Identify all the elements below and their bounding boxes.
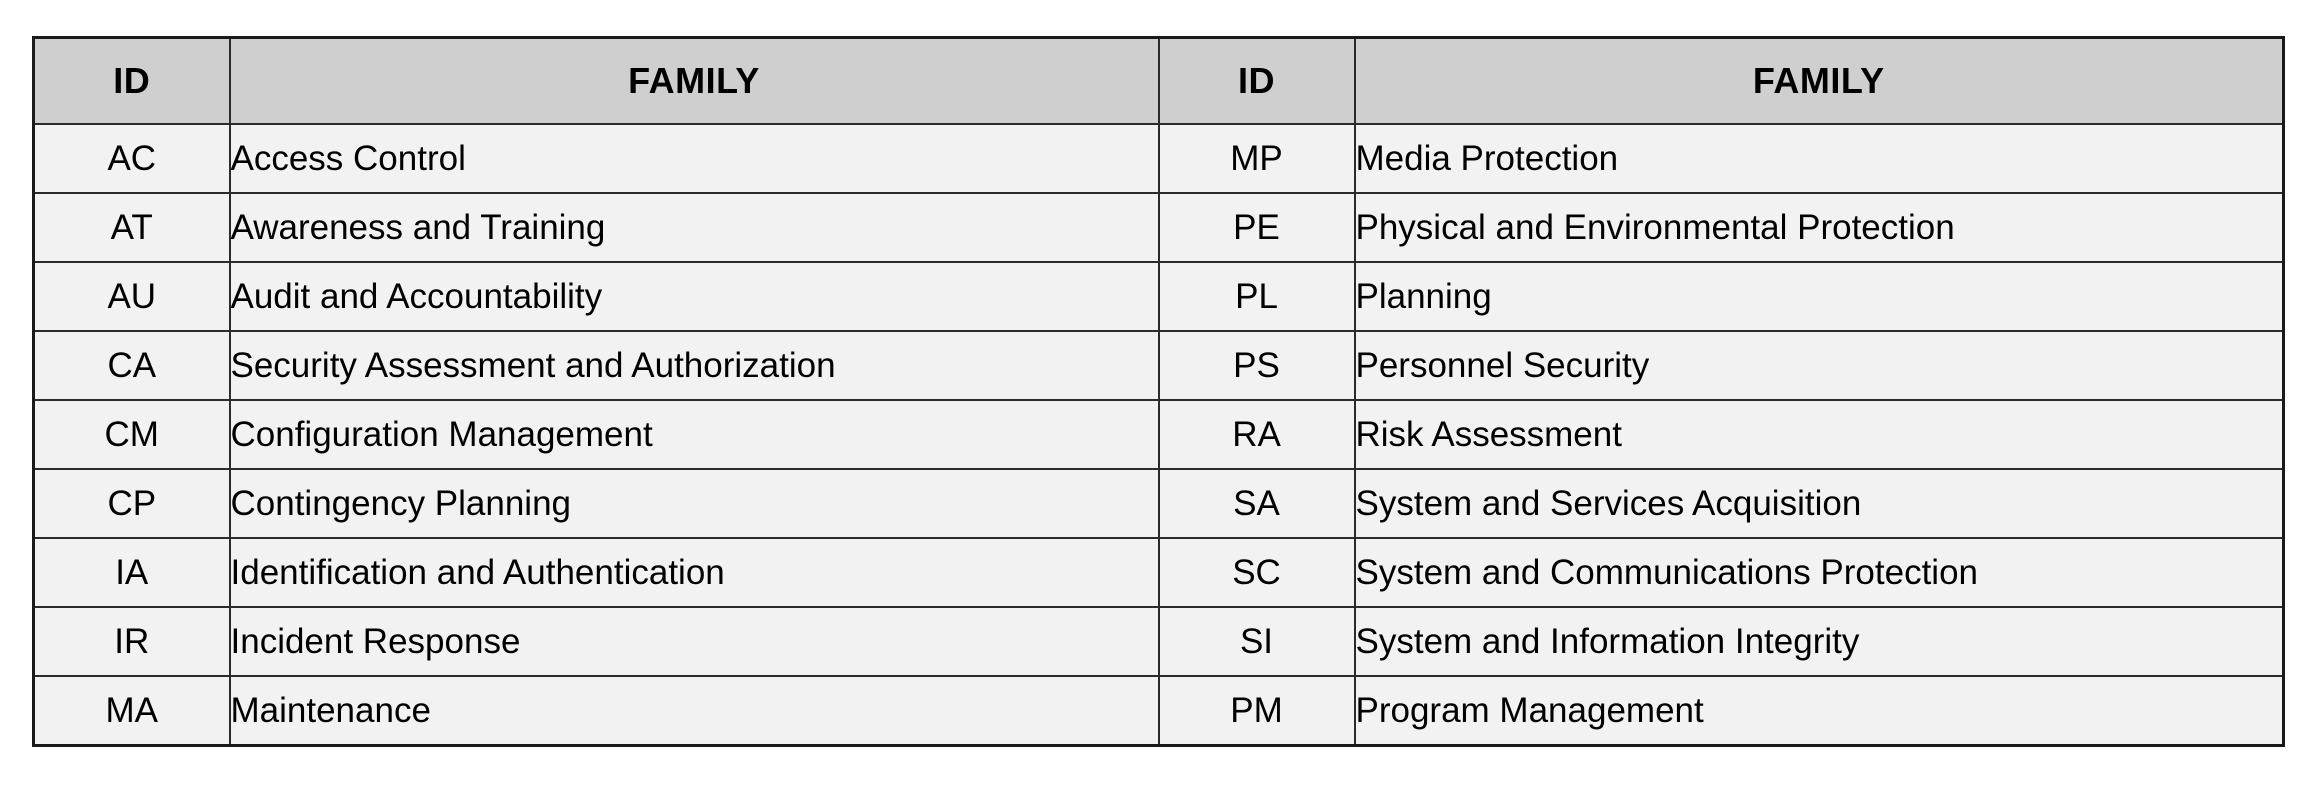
cell-id-left: IA: [34, 538, 230, 607]
table-row: [34, 262, 2284, 331]
cell-family-right: Program Management: [1355, 676, 2284, 746]
table-row: [34, 538, 2284, 607]
cell-id-left: AU: [34, 262, 230, 331]
table-row: [34, 400, 2284, 469]
table-row: [34, 124, 2284, 193]
column-header-id-left: ID: [34, 38, 230, 125]
cell-id-left: CA: [34, 331, 230, 400]
cell-id-right: RA: [1159, 400, 1355, 469]
cell-family-right: Media Protection: [1355, 124, 2284, 193]
table-row: [34, 676, 2284, 746]
table-header: [34, 38, 2284, 125]
cell-family-right: Physical and Environmental Protection: [1355, 193, 2284, 262]
cell-family-left: Access Control: [230, 124, 1159, 193]
cell-id-right: PS: [1159, 331, 1355, 400]
cell-id-right: PL: [1159, 262, 1355, 331]
cell-id-left: AC: [34, 124, 230, 193]
cell-family-right: System and Information Integrity: [1355, 607, 2284, 676]
cell-family-left: Contingency Planning: [230, 469, 1159, 538]
cell-family-left: Security Assessment and Authorization: [230, 331, 1159, 400]
cell-id-right: SI: [1159, 607, 1355, 676]
cell-family-right: Personnel Security: [1355, 331, 2284, 400]
table-row: [34, 331, 2284, 400]
table-header-row: [34, 38, 2284, 125]
column-header-id-right: ID: [1159, 38, 1355, 125]
cell-id-right: SC: [1159, 538, 1355, 607]
cell-id-left: IR: [34, 607, 230, 676]
cell-family-left: Configuration Management: [230, 400, 1159, 469]
cell-id-right: PM: [1159, 676, 1355, 746]
cell-id-right: PE: [1159, 193, 1355, 262]
security-control-families-table: [32, 36, 2285, 747]
cell-family-right: System and Services Acquisition: [1355, 469, 2284, 538]
table-row: [34, 607, 2284, 676]
cell-family-left: Audit and Accountability: [230, 262, 1159, 331]
cell-family-left: Identification and Authentication: [230, 538, 1159, 607]
cell-family-right: System and Communications Protection: [1355, 538, 2284, 607]
table-row: [34, 469, 2284, 538]
cell-id-right: MP: [1159, 124, 1355, 193]
table-body: [34, 124, 2284, 746]
cell-family-left: Awareness and Training: [230, 193, 1159, 262]
security-control-families-table-wrapper: [32, 36, 2282, 747]
cell-id-left: MA: [34, 676, 230, 746]
table-row: [34, 193, 2284, 262]
cell-id-left: CM: [34, 400, 230, 469]
column-header-family-right: FAMILY: [1355, 38, 2284, 125]
cell-id-left: CP: [34, 469, 230, 538]
cell-family-left: Maintenance: [230, 676, 1159, 746]
cell-family-left: Incident Response: [230, 607, 1159, 676]
cell-id-left: AT: [34, 193, 230, 262]
cell-id-right: SA: [1159, 469, 1355, 538]
cell-family-right: Planning: [1355, 262, 2284, 331]
cell-family-right: Risk Assessment: [1355, 400, 2284, 469]
column-header-family-left: FAMILY: [230, 38, 1159, 125]
